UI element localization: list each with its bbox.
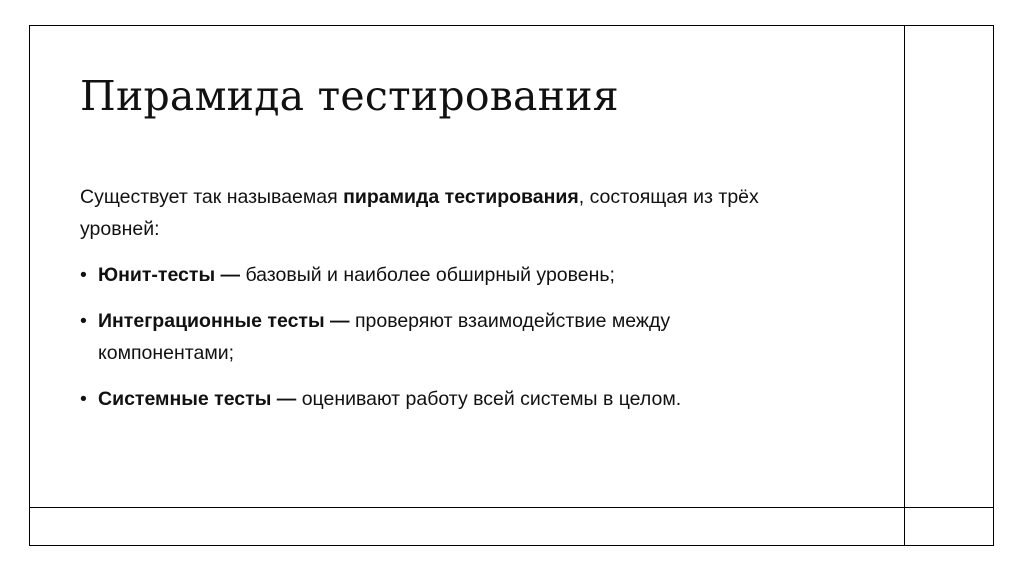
slide-title: Пирамида тестирования (80, 72, 619, 120)
horizontal-divider (29, 507, 994, 508)
list-item-text: проверяют взаимодействие между компонентами; (98, 310, 671, 364)
bullet-icon: • (80, 310, 87, 332)
intro-bold: пирамида тестирования (343, 186, 579, 208)
intro-suffix: , состоящая из трёх уровней: (80, 186, 759, 240)
list-item-unit-tests (80, 259, 800, 291)
vertical-divider (904, 25, 905, 546)
list-item-term: Системные тесты — (98, 388, 297, 410)
list-item-system-tests (80, 383, 800, 415)
bullet-list (80, 259, 800, 415)
list-item-term: Юнит-тесты — (98, 264, 241, 286)
bullet-icon: • (80, 388, 87, 410)
list-item-term: Интеграционные тесты — (98, 310, 350, 332)
list-item-text: базовый и наиболее обширный уровень; (240, 264, 615, 286)
slide-body (80, 181, 800, 429)
intro-prefix: Существует так называемая (80, 186, 344, 208)
intro-paragraph (80, 181, 800, 245)
list-item-integration-tests (80, 305, 800, 369)
list-item-text: оценивают работу всей системы в целом. (296, 388, 682, 410)
bullet-icon: • (80, 264, 87, 286)
